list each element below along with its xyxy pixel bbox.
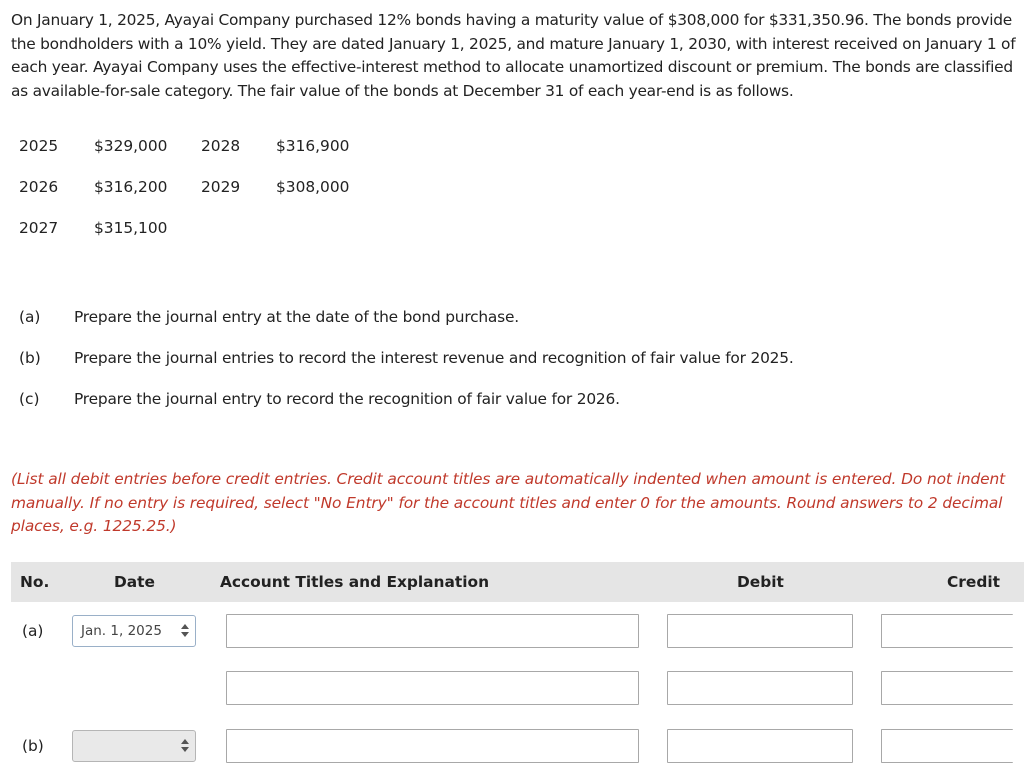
fair-value-year: 2026 bbox=[19, 178, 59, 196]
entry-label: (b) bbox=[22, 737, 44, 755]
date-select[interactable] bbox=[72, 615, 196, 647]
credit-input[interactable] bbox=[881, 729, 1013, 763]
part-letter: (c) bbox=[19, 390, 40, 408]
part-text: Prepare the journal entry at the date of the bond purchase. bbox=[74, 308, 519, 326]
problem-statement: On January 1, 2025, Ayayai Company purchased 12% bonds having a maturity value of $308,000 for $331,350.96. The bonds provide the bondholders with a 10% yield. They are dated January 1, 2025, and mature January 1, 2030, with interest received on January 1 of each year. Ayayai Company uses the effective-interest method to allocate unamortized discount or premium. The bonds are classified as available-for-sale category. The fair value of the bonds at December 31 of each year-end is as follows. bbox=[11, 11, 1016, 100]
header-debit: Debit bbox=[737, 573, 784, 591]
fair-value-amount: $308,000 bbox=[276, 178, 350, 196]
debit-input[interactable] bbox=[667, 729, 853, 763]
part-text: Prepare the journal entry to record the recognition of fair value for 2026. bbox=[74, 390, 620, 408]
credit-input[interactable] bbox=[881, 614, 1013, 648]
fair-value-amount: $329,000 bbox=[94, 137, 168, 155]
header-account: Account Titles and Explanation bbox=[220, 573, 490, 591]
part-letter: (a) bbox=[19, 308, 41, 326]
fair-value-amount: $316,200 bbox=[94, 178, 168, 196]
header-no: No. bbox=[20, 573, 50, 591]
fair-value-year: 2025 bbox=[19, 137, 59, 155]
instructions-note: (List all debit entries before credit entries. Credit account titles are automatically indented when amount is entered. Do not indent manually. If no entry is required, select "No Entry" for the account titles and enter 0 for the amounts. Round answers to 2 decimal places, e.g. 1225.25.) bbox=[11, 470, 1006, 535]
date-select-value: Jan. 1, 2025 bbox=[81, 623, 162, 639]
account-title-input[interactable] bbox=[226, 671, 639, 705]
account-title-input[interactable] bbox=[226, 614, 639, 648]
fair-value-year: 2027 bbox=[19, 219, 59, 237]
entry-label: (a) bbox=[22, 622, 44, 640]
header-date: Date bbox=[114, 573, 155, 591]
fair-value-amount: $316,900 bbox=[276, 137, 350, 155]
credit-input[interactable] bbox=[881, 671, 1013, 705]
fair-value-amount: $315,100 bbox=[94, 219, 168, 237]
part-letter: (b) bbox=[19, 349, 41, 367]
journal-header bbox=[11, 562, 1024, 602]
fair-value-year: 2029 bbox=[201, 178, 241, 196]
account-title-input[interactable] bbox=[226, 729, 639, 763]
debit-input[interactable] bbox=[667, 671, 853, 705]
fair-value-year: 2028 bbox=[201, 137, 241, 155]
debit-input[interactable] bbox=[667, 614, 853, 648]
header-credit: Credit bbox=[947, 573, 1000, 591]
date-select[interactable] bbox=[72, 730, 196, 762]
select-arrows-icon bbox=[181, 738, 189, 754]
select-arrows-icon bbox=[181, 623, 189, 639]
part-text: Prepare the journal entries to record the interest revenue and recognition of fair value for 2025. bbox=[74, 349, 794, 367]
